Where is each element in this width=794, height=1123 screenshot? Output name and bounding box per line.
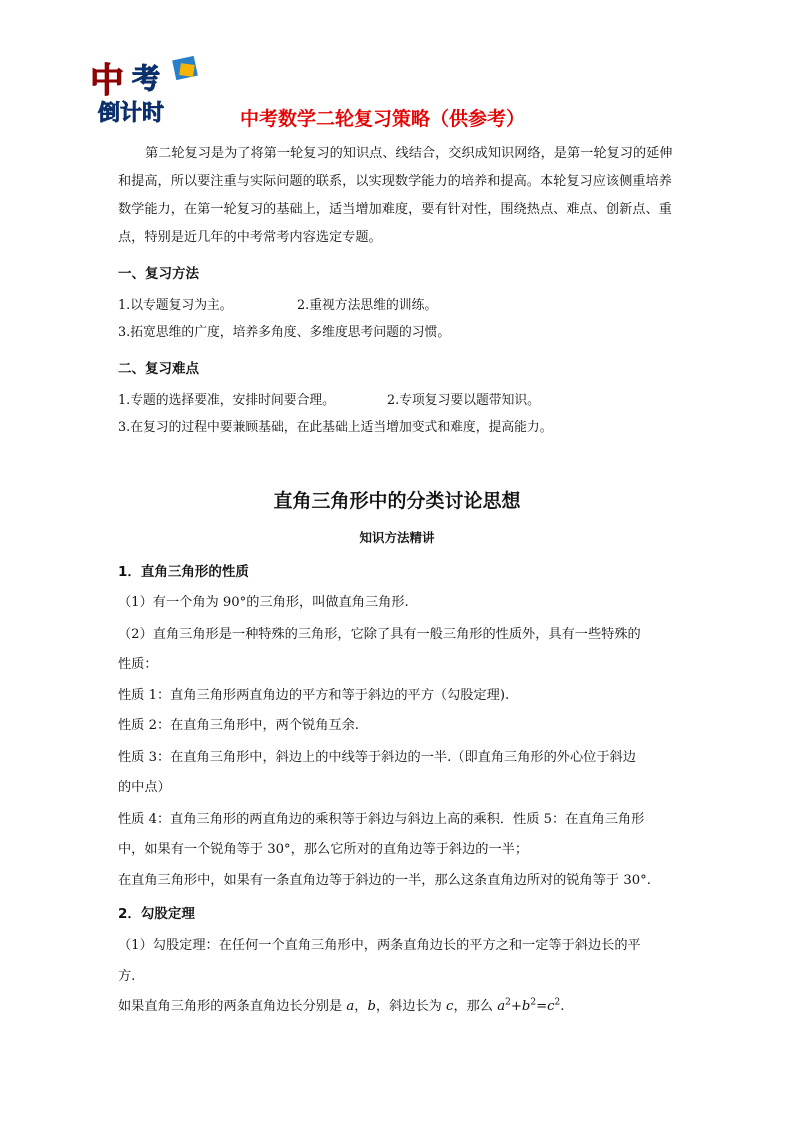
formula-c: c (547, 999, 555, 1014)
formula-equals: = (536, 999, 548, 1014)
document-title: 中考数学二轮复习策略（供参考） (240, 108, 526, 130)
part1-line9: 中，如果有一个锐角等于 30°，那么它所对的直角边等于斜边的一半； (118, 842, 529, 857)
variable-a: a (346, 999, 355, 1014)
part1-line8: 性质 4：直角三角形的两直角边的乘积等于斜边与斜边上高的乘积．性质 5：在直角三角形 (118, 812, 645, 827)
statement-prefix: 如果直角三角形的两条直角边长分别是 (118, 999, 347, 1014)
statement-then: ，那么 (453, 999, 498, 1014)
intro-paragraph: 第二轮复习是为了将第一轮复习的知识点、线结合，交织成知识网络，是第一轮复习的延伸和提高，所以要注重与实际问题的联系，以实现数学能力的培养和提高。本轮复习应该侧重培养数学能力，在第一轮复习的基础上，适当增加难度，要有针对性，围绕热点、难点、创新点、重点，特别是近几年的中考常考内容选定专题。 (118, 146, 673, 245)
formula-exp-b: 2 (530, 997, 537, 1008)
variable-c: c (446, 999, 454, 1014)
logo (88, 54, 208, 126)
part2-line1: （1）勾股定理：在任何一个直角三角形中，两条直角边长的平方之和一定等于斜边长的平 (118, 938, 641, 953)
section2-item2: 2.专项复习要以题带知识。 (387, 393, 540, 408)
svg-text:中: 中 (90, 61, 124, 101)
formula-exp-a: 2 (505, 997, 511, 1008)
section2-item1: 1.专题的选择要准，安排时间要合理。 (118, 393, 335, 408)
variable-b: b (367, 999, 376, 1014)
pythagorean-formula (497, 999, 560, 1014)
formula-exp-c: 2 (554, 997, 561, 1008)
section1-item1: 1.以专题复习为主。 (118, 298, 233, 313)
pythagorean-statement (118, 995, 564, 1014)
part2-heading: 2．勾股定理 (118, 906, 195, 922)
formula-b: b (521, 999, 531, 1014)
main-title: 直角三角形中的分类讨论思想 (273, 490, 521, 512)
part1-line2: （2）直角三角形是一种特殊的三角形，它除了具有一般三角形的性质外，具有一些特殊的 (118, 627, 641, 642)
part1-line7: 的中点） (118, 780, 171, 795)
formula-a: a (497, 999, 506, 1014)
part1-line10: 在直角三角形中，如果有一条直角边等于斜边的一半，那么这条直角边所对的锐角等于 30°. (118, 873, 651, 888)
part1-line5: 性质 2：在直角三角形中，两个锐角互余. (118, 718, 359, 733)
svg-text:考: 考 (132, 62, 161, 95)
part1-line4: 性质 1：直角三角形两直角边的平方和等于斜边的平方（勾股定理). (118, 688, 510, 703)
statement-middle: ，斜边长为 (375, 999, 447, 1014)
part1-line6: 性质 3：在直角三角形中，斜边上的中线等于斜边的一半.（即直角三角形的外心位于斜边 (118, 750, 636, 765)
part1-heading: 1．直角三角形的性质 (118, 564, 249, 580)
section1-item2: 2.重视方法思维的训练。 (297, 298, 438, 313)
part1-line3: 性质： (118, 657, 158, 672)
formula-plus: + (510, 999, 522, 1014)
part1-line1: （1）有一个角为 90°的三角形，叫做直角三角形. (118, 595, 409, 610)
section2-heading: 二、复习难点 (118, 361, 199, 377)
section2-item3: 3.在复习的过程中要兼顾基础，在此基础上适当增加变式和难度，提高能力。 (118, 420, 553, 435)
part2-line2: 方. (118, 969, 136, 984)
svg-text:倒计时: 倒计时 (98, 101, 165, 126)
separator: ， (354, 999, 368, 1014)
section1-item3: 3.拓宽思维的广度，培养多角度、多维度思考问题的习惯。 (118, 325, 451, 340)
statement-end: . (560, 999, 565, 1014)
section1-heading: 一、复习方法 (118, 266, 199, 282)
sub-title: 知识方法精讲 (359, 530, 435, 545)
